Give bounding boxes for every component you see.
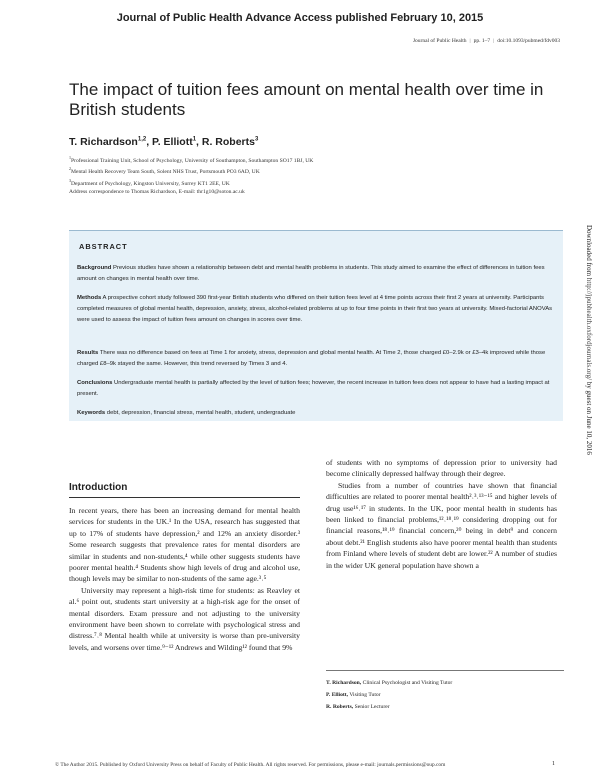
author-note-name: T. Richardson, [326, 680, 362, 686]
affiliation-line [69, 154, 489, 165]
author-list: T. Richardson$^{1,2}$, P. Elliott$^1$, R. Roberts$^3$ [69, 136, 259, 148]
affiliations [69, 154, 489, 197]
abstract-box [69, 230, 563, 421]
body-paragraph: of students with no symptoms of depression prior to university had become clinically depressed halfway through their degree. [326, 458, 557, 479]
abstract-text: There was no difference based on fees at Time 1 for anxiety, stress, depression and global mental health. At Time 2, those charged £0–2.9k or £3–4k improved while those charged £8–9k stayed the same. However, this trend reversed by Times 3 and 4. [77, 350, 546, 367]
body-paragraph: Studies from a number of countries have shown that financial difficulties are related to poorer mental health²˒³˒¹³⁻¹⁵ and higher levels of drug use¹⁶˒¹⁷ in students. In the UK, poor mental health in students has been linked to financial problems,¹²˒¹⁸˒¹⁹ considering dropping out for financial reasons,¹⁸˒¹⁹ financial concern,²⁰ being in debt⁹ and concern about debt.²¹ English students also have poorer mental health than students from Finland where levels of student debt are lower.²² A number of studies in the wider UK general population have shown a [326, 480, 557, 570]
author-note-role: Clinical Psychologist and Visiting Tutor [362, 680, 453, 686]
section-divider [69, 497, 300, 498]
abstract-text: Previous studies have shown a relationship between debt and mental health problems in students. This study aimed to examine the effect of differences in tuition fees amount on changes in mental health over time. [77, 265, 545, 282]
abstract-text: debt, depression, financial stress, mental health, student, undergraduate [106, 410, 296, 416]
abstract-label: Conclusions [77, 380, 113, 386]
page-number: 1 [552, 761, 555, 767]
author-notes [326, 677, 564, 713]
running-head: Journal of Public Health | pp. 1–7 | doi:10.1093/pubmed/fdv003 [412, 38, 560, 44]
section-heading-introduction: Introduction [69, 482, 128, 493]
copyright-footer: © The Author 2015. Published by Oxford University Press on behalf of Faculty of Public Health. All rights reserved. For permissions, please e-mail: journals.permissions@oup.com [55, 762, 446, 768]
author-affiliation-marker: 1 [192, 136, 197, 143]
abstract-label: Results [77, 350, 99, 356]
author-name: T. Richardson [69, 136, 138, 148]
article-title: The impact of tuition fees amount on mental health over time in British students [69, 80, 544, 119]
author-note-name: R. Roberts, [326, 704, 354, 710]
advance-access-banner: Journal of Public Health Advance Access published February 10, 2015 [116, 12, 484, 24]
abstract-keywords [77, 408, 557, 419]
abstract-label: Background [77, 265, 112, 271]
download-url-link[interactable]: http://jpubhealth.oxfordjournals.org/ [585, 277, 593, 381]
author-notes-divider [326, 670, 564, 671]
body-paragraph: University may represent a high-risk time for students: as Reavley et al.⁶ point out, students start university at a high-risk age for the onset of mental disorders. Exam pressure and not adjusting to the university environment have been shown to correlate with psychological stress and distress.⁷˒⁸ Mental health while at university is worse than pre-university levels, and worsens over time.⁹⁻¹² Andrews and Wilding¹² found that 9% [69, 585, 300, 652]
author-affiliation-marker: 3 [254, 136, 259, 143]
abstract-text: A prospective cohort study followed 390 first-year British students who differed on their tuition fees level at 4 time points across their first 2 years at university. Participants completed measures of global mental health, depression, anxiety, stress, alcohol-related problems at up to four time points in their first two years at university. Mixed-factorial ANOVAs were used to assess the impact of tuition fees amount on changes in scores over time. [77, 295, 553, 323]
download-suffix: by guest on June 10, 2016 [585, 381, 593, 455]
affiliation-text: Mental Health Recovery Team South, Solent NHS Trust, Portsmouth PO3 6AD, UK [71, 169, 260, 176]
correspondence-line: Address correspondence to Thomas Richardson, E-mail: thr1g10@soton.ac.uk [69, 189, 245, 196]
author-note [326, 689, 564, 701]
abstract-background [77, 263, 557, 285]
abstract-label: Keywords [77, 410, 106, 416]
author-name: R. Roberts [201, 136, 255, 148]
running-head-journal: Journal of Public Health [412, 38, 467, 44]
body-column-left [69, 505, 300, 653]
abstract-methods [77, 293, 557, 326]
affiliation-text: Professional Training Unit, School of Psychology, University of Southampton, Southampton SO17 1BJ, UK [71, 157, 314, 164]
body-column-right [326, 457, 557, 571]
download-stamp [585, 225, 593, 505]
body-paragraph: In recent years, there has been an increasing demand for mental health services for students in the UK.¹ In the USA, research has suggested that up to 17% of students have depression,² and 12% an anxiety disorder.³ Some research suggests that prevalence rates for mental disorders are similar in students and non-students,⁴ while other suggests students have poorer mental health.⁴ Students show high levels of drug and alcohol use, though levels may be similar to non-students of the same age.³˒⁵ [69, 506, 300, 584]
affiliation-text: Department of Psychology, Kingston University, Surrey KT1 2EE, UK [71, 180, 230, 187]
author-note-role: Visiting Tutor [349, 692, 381, 698]
abstract-conclusions [77, 378, 557, 400]
affiliation-line [69, 177, 489, 188]
abstract-label: Methods [77, 295, 102, 301]
author-note-role: Senior Lecturer [354, 704, 390, 710]
affiliation-marker: 2 [69, 166, 71, 172]
affiliation-marker: 1 [69, 155, 71, 160]
abstract-results [77, 348, 557, 370]
author-affiliation-marker: 1,2 [137, 136, 147, 143]
abstract-text: Undergraduate mental health is partially affected by the level of tuition fees; however, the recent increase in tuition fees does not appear to have had a lasting impact at present. [77, 380, 550, 397]
abstract-heading: ABSTRACT [79, 242, 128, 251]
affiliation-marker: 3 [69, 177, 71, 183]
author-name: P. Elliott [152, 136, 193, 148]
running-head-doi[interactable]: doi:10.1093/pubmed/fdv003 [497, 38, 560, 44]
download-prefix: Downloaded from [585, 225, 593, 277]
author-note-name: P. Elliott, [326, 692, 349, 698]
author-note [326, 677, 564, 689]
affiliation-line [69, 165, 489, 176]
author-note [326, 701, 564, 713]
running-head-pages: pp. 1–7 [473, 38, 491, 44]
